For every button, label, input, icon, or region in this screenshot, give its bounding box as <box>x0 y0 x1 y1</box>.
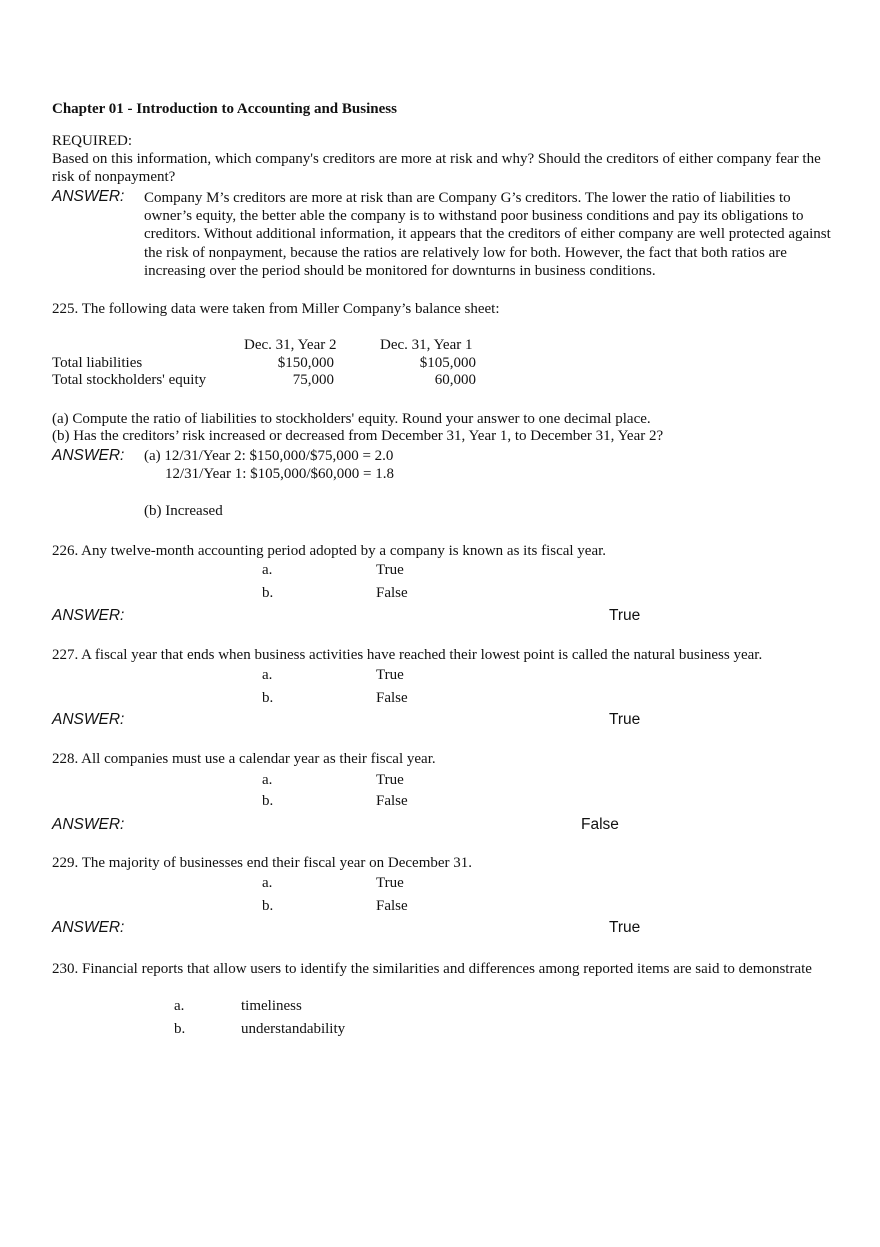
q225-col1-header: Dec. 31, Year 2 <box>244 337 337 353</box>
q227-prompt: 227. A fiscal year that ends when business activities have reached their lowest point is called the natural business year. <box>52 647 763 663</box>
q226-option-a-letter: a. <box>262 562 273 578</box>
q228-option-a: True <box>376 772 404 788</box>
q225-prompt: 225. The following data were taken from Miller Company’s balance sheet: <box>52 301 500 317</box>
q226-option-b-letter: b. <box>262 585 274 601</box>
q230-option-a-letter: a. <box>174 998 185 1014</box>
chapter-title: Chapter 01 - Introduction to Accounting and Business <box>52 101 397 117</box>
q227-option-b-letter: b. <box>262 690 274 706</box>
q225-row-label: Total stockholders' equity <box>52 372 207 388</box>
q226-option-a: True <box>376 562 404 578</box>
q225-answer-a1: (a) 12/31/Year 2: $150,000/$75,000 = 2.0 <box>144 448 394 464</box>
answer-label: ANSWER: <box>52 607 125 624</box>
q229-option-a-letter: a. <box>262 875 273 891</box>
q225-row-year1: $105,000 <box>419 355 476 371</box>
q230-option-a: timeliness <box>241 998 302 1014</box>
q227-answer: True <box>609 711 641 728</box>
q225-answer-a2: 12/31/Year 1: $105,000/$60,000 = 1.8 <box>165 466 395 482</box>
q225-row-year2: 75,000 <box>292 372 334 388</box>
q227-option-b: False <box>376 690 408 706</box>
required-question: Based on this information, which company's creditors are more at risk and why? Should the creditors of either company fear the risk of nonpayment? <box>52 151 821 186</box>
q225-row-year2: $150,000 <box>277 355 334 371</box>
q226-answer: True <box>609 607 641 624</box>
q227-option-a: True <box>376 667 404 683</box>
q225-row-label: Total liabilities <box>52 355 143 371</box>
q229-option-b: False <box>376 898 408 914</box>
q229-option-a: True <box>376 875 404 891</box>
answer-label: ANSWER: <box>52 816 125 833</box>
q226-option-b: False <box>376 585 408 601</box>
q228-answer: False <box>581 816 619 833</box>
q225-part-a: (a) Compute the ratio of liabilities to stockholders' equity. Round your answer to one decimal place. <box>52 411 651 427</box>
q225-part-b: (b) Has the creditors’ risk increased or decreased from December 31, Year 1, to December 31, Year 2? <box>52 428 664 444</box>
q229-option-b-letter: b. <box>262 898 274 914</box>
q230-prompt: 230. Financial reports that allow users to identify the similarities and differences among reported items are said to demonstrate <box>52 961 812 977</box>
q228-option-b: False <box>376 793 408 809</box>
answer-label: ANSWER: <box>52 447 125 464</box>
answer-label: ANSWER: <box>52 188 125 205</box>
q230-option-b-letter: b. <box>174 1021 186 1037</box>
q229-answer: True <box>609 919 641 936</box>
q229-prompt: 229. The majority of businesses end their fiscal year on December 31. <box>52 855 473 871</box>
q225-answer-b: (b) Increased <box>144 503 223 519</box>
answer-label: ANSWER: <box>52 711 125 728</box>
answer-label: ANSWER: <box>52 919 125 936</box>
q226-prompt: 226. Any twelve-month accounting period adopted by a company is known as its fiscal year. <box>52 543 607 559</box>
q225-row-year1: 60,000 <box>434 372 476 388</box>
q225-col2-header: Dec. 31, Year 1 <box>380 337 473 353</box>
required-label: REQUIRED: <box>52 133 132 149</box>
required-answer: Company M’s creditors are more at risk than are Company G’s creditors. The lower the ratio of liabilities to owner’s equity, the better able the company is to withstand poor business conditions and pay its obligations to creditors. Without additional information, it appears that the creditors of either company are well protected against the risk of nonpayment, because the ratios are relatively low for both. However, the fact that both ratios are increasing over the period should be monitored for downturns in business conditions. <box>144 190 831 279</box>
q228-option-b-letter: b. <box>262 793 274 809</box>
q227-option-a-letter: a. <box>262 667 273 683</box>
q228-option-a-letter: a. <box>262 772 273 788</box>
q228-prompt: 228. All companies must use a calendar year as their fiscal year. <box>52 751 436 767</box>
q230-option-b: understandability <box>241 1021 346 1037</box>
